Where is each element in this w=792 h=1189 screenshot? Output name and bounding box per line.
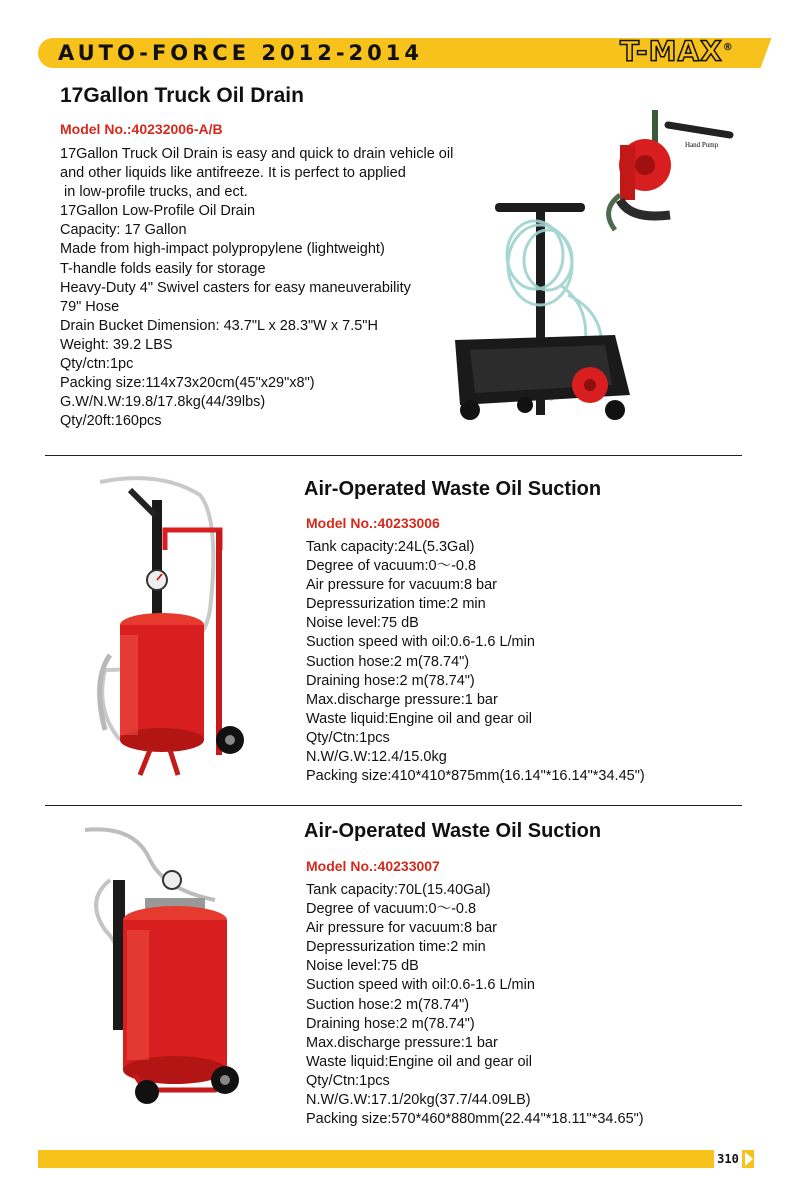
catalog-title: AUTO-FORCE 2012-2014: [58, 41, 423, 65]
spec-line: N.W/G.W:12.4/15.0kg: [306, 749, 447, 766]
spec-line: Drain Bucket Dimension: 43.7"L x 28.3"W x 7.5"H: [60, 317, 378, 334]
spec-line: Waste liquid:Engine oil and gear oil: [306, 1053, 532, 1070]
spec-line: Noise level:75 dB: [306, 958, 419, 975]
spec-line: G.W/N.W:19.8/17.8kg(44/39lbs): [60, 394, 266, 411]
section-divider: [45, 455, 742, 456]
spec-line: Max.discharge pressure:1 bar: [306, 1034, 498, 1051]
spec-line: Qty/20ft:160pcs: [60, 413, 162, 430]
spec-line: Heavy-Duty 4" Swivel casters for easy maneuverability: [60, 279, 411, 296]
registered-mark: ®: [722, 42, 734, 53]
waste-oil-suction-24l-image: [90, 470, 250, 790]
spec-line: Qty/ctn:1pc: [60, 356, 134, 373]
spec-list-3: [306, 881, 644, 1129]
spec-line: in low-profile trucks, and ect.: [60, 184, 248, 201]
spec-line: Draining hose:2 m(78.74"): [306, 1015, 475, 1032]
spec-line: Depressurization time:2 min: [306, 939, 486, 956]
spec-line: Suction speed with oil:0.6-1.6 L/min: [306, 977, 535, 994]
section-divider: [45, 805, 742, 806]
spec-line: Max.discharge pressure:1 bar: [306, 691, 498, 708]
hand-pump-caption: Hand Pump: [685, 141, 719, 149]
model-number-3: Model No.:40233007: [306, 858, 440, 874]
spec-line: 17Gallon Truck Oil Drain is easy and quick to drain vehicle oil: [60, 146, 454, 162]
page-arrow-icon: [744, 1150, 754, 1168]
spec-line: N.W/G.W:17.1/20kg(37.7/44.09LB): [306, 1092, 531, 1109]
spec-list-1: [60, 145, 453, 431]
spec-line: Packing size:410*410*875mm(16.14"*16.14"*34.45"): [306, 768, 645, 785]
spec-line: Suction speed with oil:0.6-1.6 L/min: [306, 634, 535, 651]
model-number-2: Model No.:40233006: [306, 515, 440, 531]
brand-name: T-MAX: [620, 34, 723, 68]
spec-line: Tank capacity:24L(5.3Gal): [306, 539, 475, 555]
hand-pump-inset: [609, 110, 730, 230]
oil-drain-cart-image: [440, 105, 740, 430]
spec-line: Depressurization time:2 min: [306, 596, 486, 613]
spec-line: and other liquids like antifreeze. It is perfect to applied: [60, 165, 406, 182]
spec-line: Packing size:570*460*880mm(22.44"*18.11"*34.65"): [306, 1111, 644, 1128]
spec-line: Air pressure for vacuum:8 bar: [306, 577, 497, 594]
spec-line: Draining hose:2 m(78.74"): [306, 672, 475, 689]
page-number: 310: [714, 1150, 742, 1168]
spec-line: Qty/Ctn:1pcs: [306, 1072, 390, 1089]
spec-list-2: [306, 538, 645, 786]
spec-line: Suction hose:2 m(78.74"): [306, 996, 470, 1013]
spec-line: 17Gallon Low-Profile Oil Drain: [60, 203, 256, 220]
spec-line: 79" Hose: [60, 298, 120, 315]
spec-line: Air pressure for vacuum:8 bar: [306, 920, 497, 937]
spec-line: Waste liquid:Engine oil and gear oil: [306, 710, 532, 727]
spec-line: Made from high-impact polypropylene (lightweight): [60, 241, 385, 258]
spec-line: Qty/Ctn:1pcs: [306, 729, 390, 746]
footer-band: [38, 1150, 754, 1168]
product-title-2: Air-Operated Waste Oil Suction: [304, 478, 602, 500]
spec-line: Degree of vacuum:0～-0.8: [306, 558, 477, 575]
spec-line: Degree of vacuum:0～-0.8: [306, 901, 477, 918]
model-number-1: Model No.:40232006-A/B: [60, 121, 223, 137]
brand-logo: [620, 26, 740, 70]
spec-line: Weight: 39.2 LBS: [60, 336, 173, 353]
spec-line: T-handle folds easily for storage: [60, 260, 266, 277]
waste-oil-suction-70l-image: [75, 820, 255, 1110]
spec-line: Packing size:114x73x20cm(45"x29"x8"): [60, 375, 315, 392]
product-title-1: 17Gallon Truck Oil Drain: [60, 84, 304, 107]
spec-line: Suction hose:2 m(78.74"): [306, 653, 470, 670]
spec-line: Noise level:75 dB: [306, 615, 419, 632]
product-title-3: Air-Operated Waste Oil Suction: [304, 820, 602, 842]
spec-line: Capacity: 17 Gallon: [60, 222, 187, 239]
spec-line: Tank capacity:70L(15.40Gal): [306, 882, 491, 898]
